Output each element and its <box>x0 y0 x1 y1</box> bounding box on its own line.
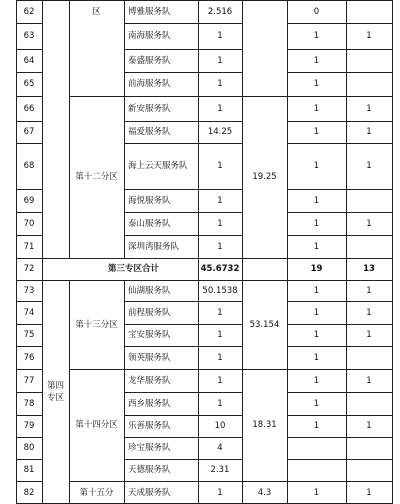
grid-line <box>42 0 43 504</box>
count-value: 1 <box>313 307 320 318</box>
count-value: 1 <box>366 375 372 386</box>
district-label: 第十三分区 <box>75 319 118 330</box>
team-name: 宝安服务队 <box>128 330 171 340</box>
count-value: 0 <box>313 6 320 17</box>
count-value: 1 <box>366 218 372 229</box>
count-value: 1 <box>313 285 320 296</box>
area-value: 1 <box>217 398 223 409</box>
zone-label: 第四专区 <box>46 381 64 403</box>
team-name: 西乡服务队 <box>128 398 171 409</box>
district-label: 第十四分区 <box>75 420 118 430</box>
row-number: 63 <box>23 31 35 41</box>
count-value: 1 <box>313 195 320 206</box>
row-number: 75 <box>23 330 35 340</box>
count-value <box>346 392 392 415</box>
district-label: 第十二分区 <box>75 172 118 182</box>
row-number: 68 <box>23 161 35 171</box>
area-value: 14.25 <box>207 127 233 137</box>
row-number: 73 <box>23 285 35 296</box>
area-value: 1 <box>217 241 223 252</box>
area-value: 2.31 <box>210 465 230 475</box>
count-value <box>346 189 392 212</box>
count-value: 1 <box>313 375 320 386</box>
total-label: 第三专区合计 <box>107 264 159 274</box>
count-value: 1 <box>366 330 372 340</box>
count-value: 1 <box>366 421 372 431</box>
count-value: 1 <box>313 421 320 431</box>
area-value: 1 <box>217 352 223 363</box>
count-value: 1 <box>313 79 320 89</box>
row-number: 80 <box>23 443 35 453</box>
team-name: 领英服务队 <box>128 352 171 363</box>
area-value: 1 <box>217 103 223 114</box>
count-value <box>346 459 392 481</box>
count-value: 1 <box>313 103 320 114</box>
team-name: 前程服务队 <box>128 307 171 318</box>
count-value: 1 <box>366 487 372 498</box>
row-number: 78 <box>23 398 35 409</box>
grid-line <box>69 280 70 504</box>
team-name: 仙湖服务队 <box>128 285 171 296</box>
count-value: 1 <box>366 285 372 296</box>
count-value <box>346 72 392 96</box>
team-name: 龙华服务队 <box>128 375 171 386</box>
count-value: 1 <box>313 398 320 409</box>
team-name: 福爱服务队 <box>128 127 171 137</box>
row-number: 65 <box>23 79 35 89</box>
count-value: 13 <box>363 264 375 274</box>
row-number: 67 <box>23 127 35 137</box>
team-name: 南海服务队 <box>128 31 171 41</box>
count-value: 1 <box>366 103 372 114</box>
row-number: 79 <box>23 421 35 431</box>
row-number: 74 <box>23 307 35 318</box>
count-value <box>346 437 392 459</box>
area-value: 1 <box>217 79 223 89</box>
count-value <box>346 235 392 258</box>
row-number: 76 <box>23 352 35 363</box>
area-value: 10 <box>214 421 226 431</box>
team-name: 乐善服务队 <box>128 421 171 431</box>
area-value: 4 <box>217 443 223 453</box>
row-number: 64 <box>23 55 35 66</box>
count-value: 1 <box>313 218 320 229</box>
count-value: 1 <box>366 161 372 171</box>
team-name: 海上云天服务队 <box>128 161 188 171</box>
row-number: 66 <box>23 103 35 114</box>
count-value: 1 <box>366 307 372 318</box>
area-value: 1 <box>217 330 223 340</box>
team-name: 前海服务队 <box>128 79 171 89</box>
row-number: 70 <box>23 218 35 229</box>
count-value: 1 <box>313 127 320 137</box>
row-number: 82 <box>23 487 35 498</box>
team-name: 天成服务队 <box>128 487 171 498</box>
count-value: 1 <box>313 330 320 340</box>
area-value: 50.1538 <box>202 285 238 296</box>
area-value: 1 <box>217 161 223 171</box>
grid-line <box>392 0 393 504</box>
team-name: 泰山服务队 <box>128 218 171 229</box>
area-value: 1 <box>217 218 223 229</box>
district-label: 第十五分 <box>79 487 114 498</box>
area-value: 1 <box>217 195 223 206</box>
area-value: 1 <box>217 307 223 318</box>
row-number: 81 <box>23 465 35 475</box>
district-label: 区 <box>92 6 101 17</box>
team-name: 博雅服务队 <box>128 6 171 17</box>
count-value: 1 <box>313 241 320 252</box>
count-value: 1 <box>366 31 372 41</box>
area-value: 1 <box>217 31 223 41</box>
team-name: 深圳湾服务队 <box>128 241 180 252</box>
row-number: 72 <box>23 264 35 274</box>
team-name: 珍宝服务队 <box>128 443 171 453</box>
count-value: 19 <box>310 264 323 274</box>
row-number: 62 <box>23 6 35 17</box>
count-value: 1 <box>313 161 320 171</box>
team-name: 泰盛服务队 <box>128 55 171 66</box>
count-value <box>346 346 392 369</box>
grid-line <box>69 0 70 258</box>
count-value <box>287 459 346 481</box>
area-value: 1 <box>217 487 223 498</box>
subtotal-value: 53.154 <box>249 319 280 330</box>
team-name: 天德服务队 <box>128 465 171 475</box>
team-name: 海悦服务队 <box>128 195 171 206</box>
count-value <box>346 0 392 23</box>
row-number: 71 <box>23 241 35 252</box>
area-value: 1 <box>217 375 223 386</box>
area-value: 1 <box>217 55 223 66</box>
count-value: 1 <box>366 127 372 137</box>
count-value <box>287 437 346 459</box>
row-number: 77 <box>23 375 35 386</box>
subtotal-value: 18.31 <box>252 420 277 430</box>
count-value: 1 <box>313 487 320 498</box>
team-name: 新安服务队 <box>128 103 171 114</box>
count-value: 1 <box>313 31 320 41</box>
subtotal-value: 4.3 <box>257 487 272 498</box>
row-number: 69 <box>23 195 35 206</box>
area-value: 2.516 <box>207 6 233 17</box>
subtotal-value: 19.25 <box>252 172 277 182</box>
area-value: 45.6732 <box>200 264 240 274</box>
count-value: 1 <box>313 352 320 363</box>
count-value <box>346 49 392 72</box>
count-value: 1 <box>313 55 320 66</box>
